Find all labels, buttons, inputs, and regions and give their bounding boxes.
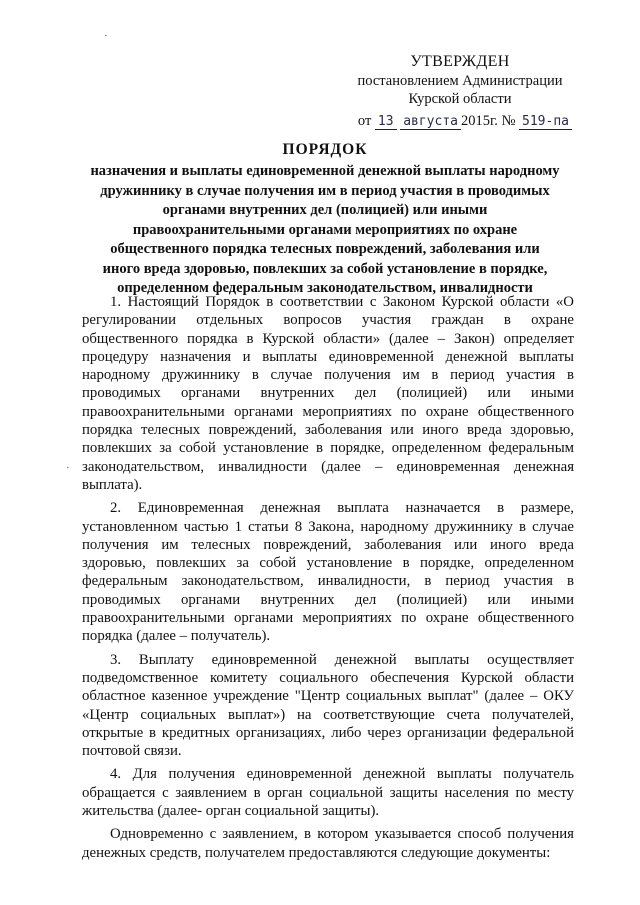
paragraph: 4. Для получения единовременной денежной выплаты получатель обращается с заявлением в орган социальной защиты населения по месту жительства (далее- орган социальной защиты). — [82, 766, 574, 820]
approval-order-line — [330, 112, 590, 131]
scan-speck: · — [66, 462, 70, 474]
order-year: 2015г. — [461, 113, 498, 129]
paragraph: 1. Настоящий Порядок в соответствии с Законом Курской области «О регулировании отдельных вопросов участия граждан в охране общественного порядка в Курской области» (далее – Закон) определяет процедуру назначения и выплаты единовременной денежной выплаты народному дружиннику в случае получения им в период участия в проводимых органами внутренних дел (полицией) или иными правоохранительными органами мероприятиях по охране общественного порядка телесных повреждений, заболевания или иного вреда здоровью, повлекших за собой установление в порядке, определенном федеральным законодательством, инвалидности (далее – единовременная денежная выплата). — [82, 294, 574, 493]
scan-speck: · — [104, 30, 108, 42]
order-month: августа — [400, 114, 461, 130]
order-number: 519-па — [519, 114, 572, 130]
approval-stamp — [330, 52, 590, 131]
order-day: 13 — [375, 114, 397, 130]
document-body — [82, 293, 574, 867]
approval-heading: УТВЕРЖДЕН — [410, 53, 510, 70]
paragraph: 3. Выплату единовременной денежной выплаты осуществляет подведомственное комитету социального обеспечения Курской области областное казенное учреждение "Центр социальных выплат" (далее – ОКУ «Центр социальных выплат») на соответствующие счета получателей, открытые в кредитных организациях, либо через организации федеральной почтовой связи. — [82, 651, 574, 760]
number-sign: № — [501, 113, 516, 129]
paragraph: 2. Единовременная денежная выплата назначается в размере, установленном частью 1 статьи 8 Закона, народному дружиннику в случае получения им телесных повреждений, заболевания или иного вреда здоровью, повлекших за собой установление в порядке, определенном федеральным законодательством, инвалидности, в период участия в проводимых органами внутренних дел (полицией) или иными правоохранительными органами мероприятиях по охране общественного порядка (далее – получатель). — [82, 500, 574, 645]
document-subtitle: назначения и выплаты единовременной денежной выплаты народному дружиннику в случае получения им в период участия в проводимых органами внутренних дел (полицией) или иными правоохранительными органами мероприятиях по охране общественного порядка телесных повреждений, заболевания или иного вреда здоровью, повлекших за собой установление в порядке, определенном федеральным законодательством, инвалидности — [90, 163, 560, 296]
approval-line-1: постановлением Администрации — [357, 73, 563, 89]
date-prefix: от — [357, 113, 372, 129]
document-title: ПОРЯДОК — [282, 141, 368, 158]
paragraph: Одновременно с заявлением, в котором указывается способ получения денежных средств, получателем предоставляются следующие документы: — [82, 826, 574, 861]
title-block — [90, 140, 560, 299]
approval-line-2: Курской области — [408, 91, 512, 107]
